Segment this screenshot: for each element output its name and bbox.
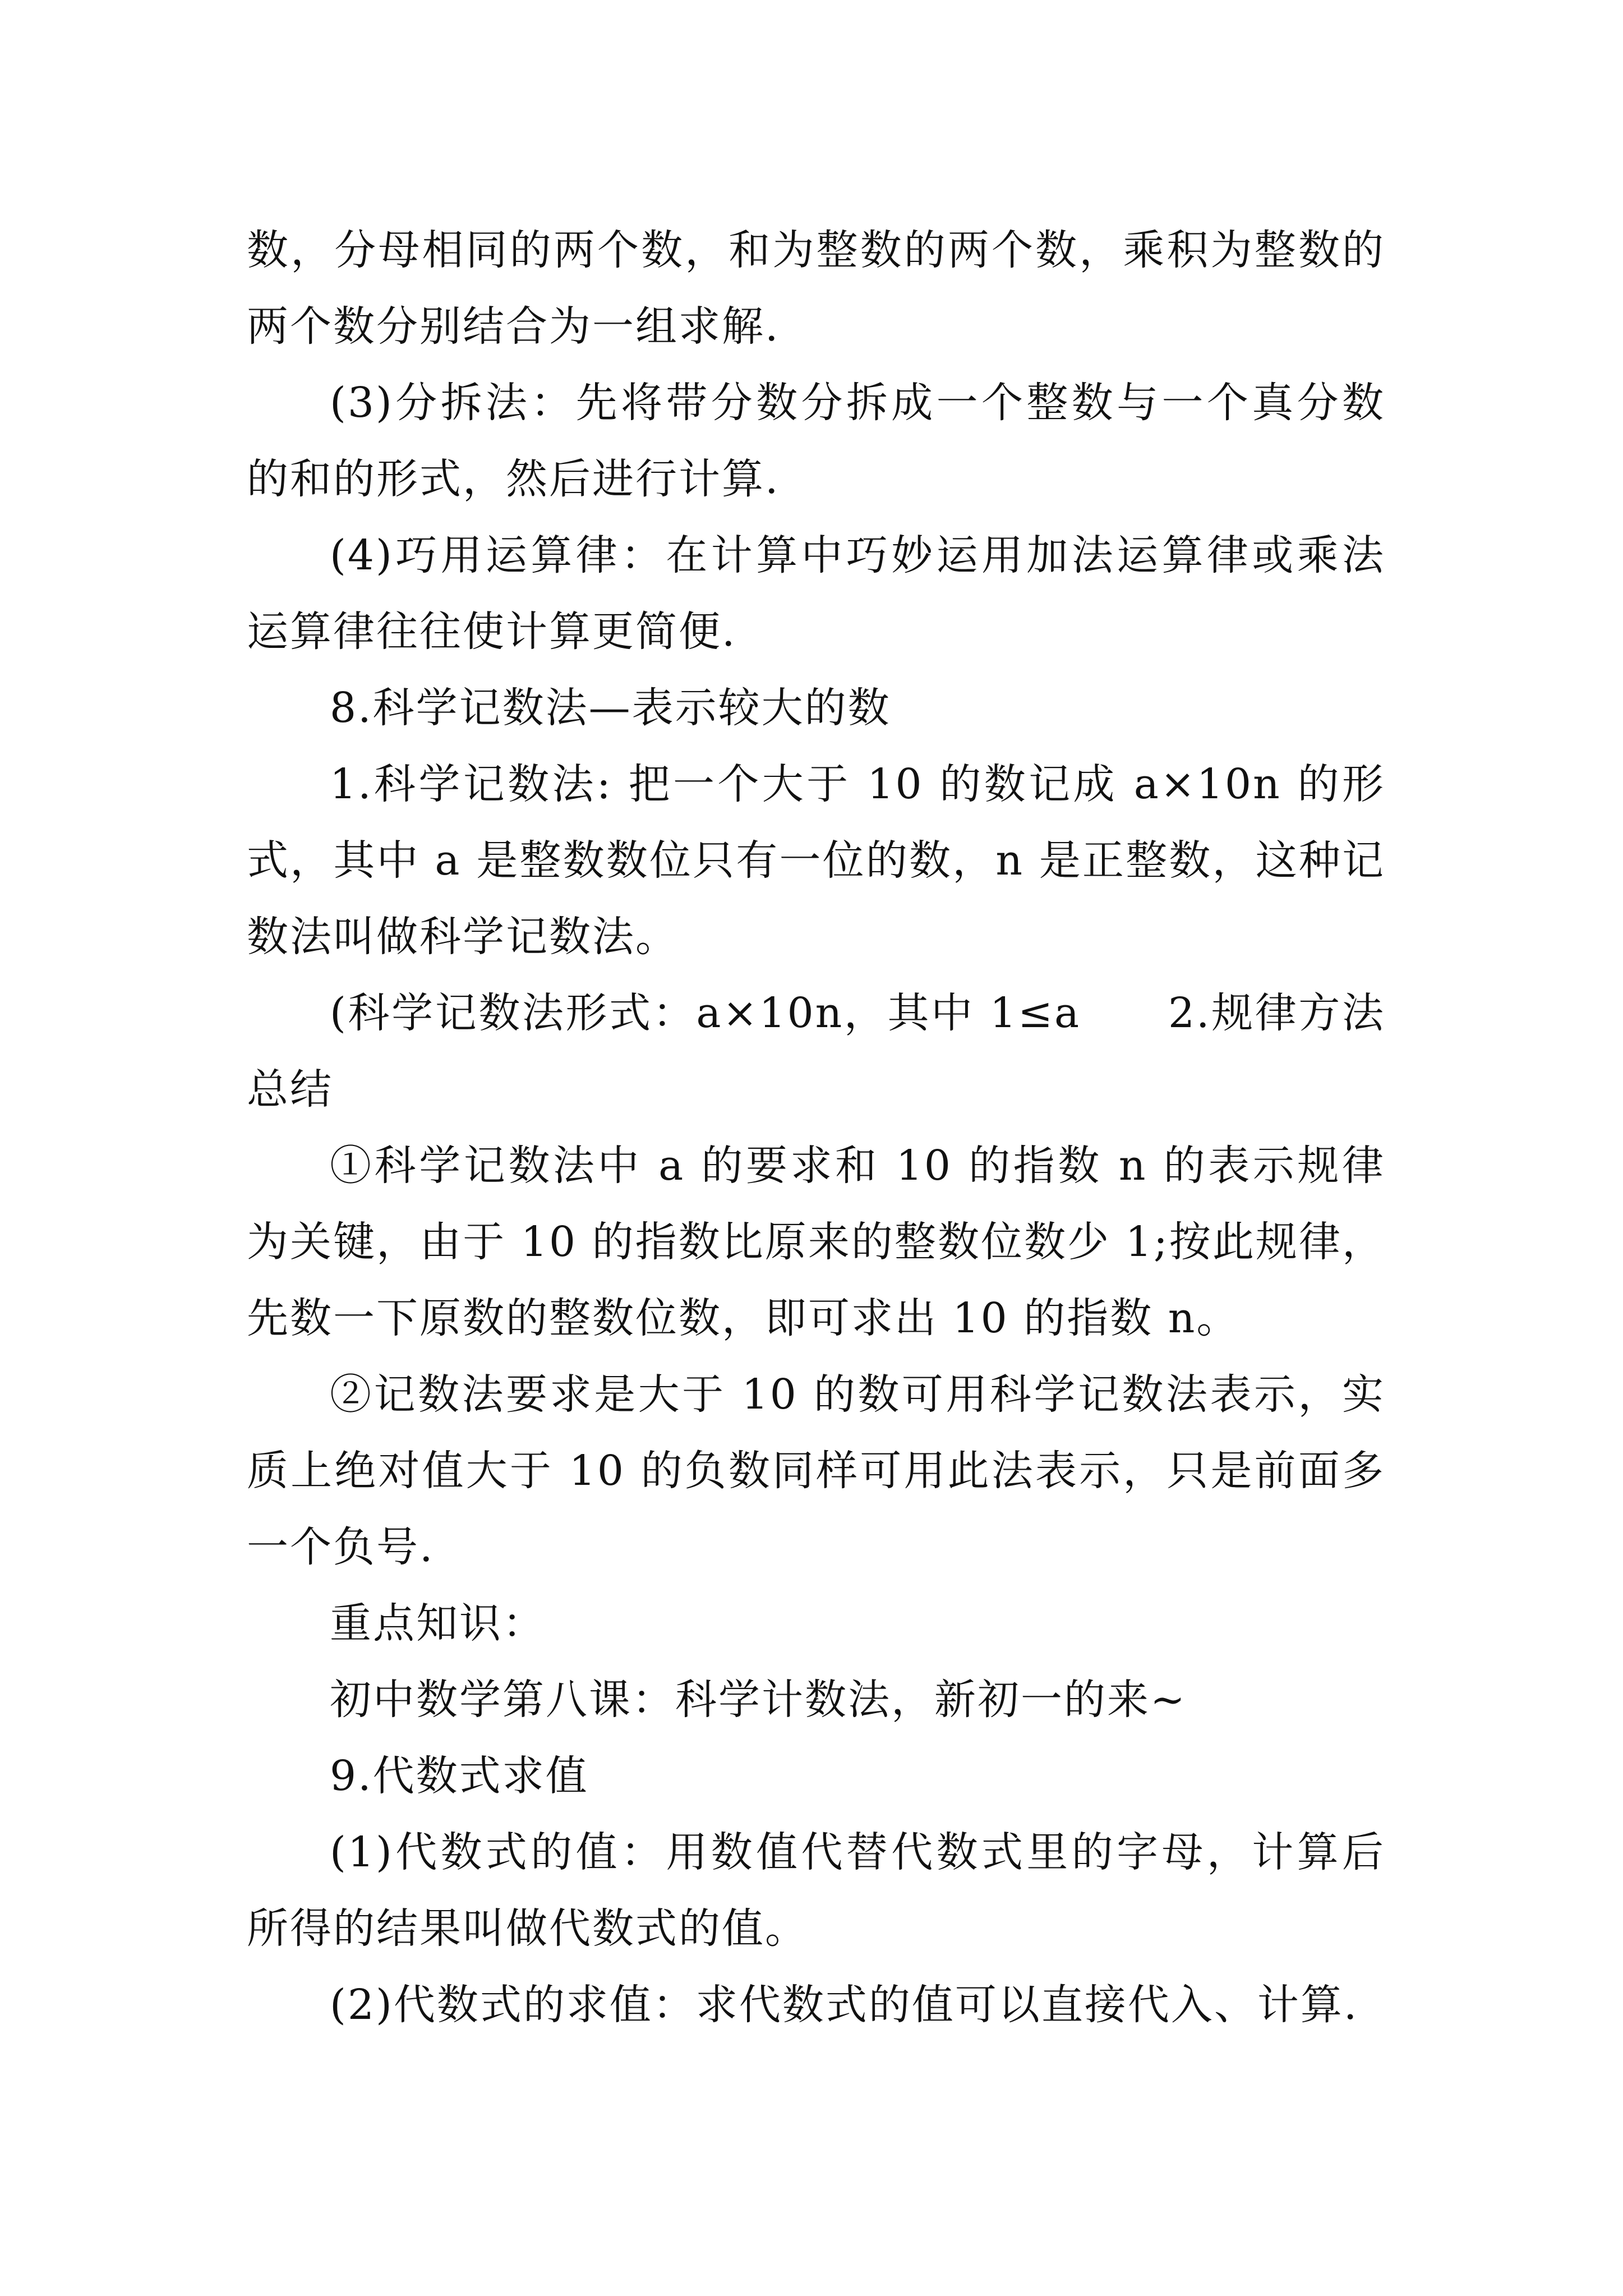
paragraph-key-knowledge: 重点知识： — [330, 1599, 546, 1648]
paragraph-operation-laws: (4)巧用运算律：在计算中巧妙运用加法运算律或乘法运算律往往使计算更简便. — [247, 531, 1385, 656]
document-body — [247, 212, 1385, 2043]
paragraph-scientific-notation-definition: 1.科学记数法: 把一个大于 10 的数记成 a×10n 的形式，其中 a 是整数数位只有一位的数，n 是正整数，这种记数法叫做科学记数法。 — [247, 760, 1385, 961]
paragraph-rule-two: ②记数法要求是大于 10 的数可用科学记数法表示，实质上绝对值大于 10 的负数同样可用此法表示，只是前面多一个负号. — [247, 1370, 1385, 1571]
paragraph-scientific-notation-form: (科学记数法形式：a×10n，其中 1≤a 2.规律方法总结 — [247, 989, 1385, 1114]
section-heading-scientific-notation: 8.科学记数法—表示较大的数 — [330, 684, 891, 732]
paragraph-continuation: 数，分母相同的两个数，和为整数的两个数，乘积为整数的两个数分别结合为一组求解. — [247, 226, 1385, 351]
paragraph-lesson-eight: 初中数学第八课：科学计数法，新初一的来~ — [330, 1676, 1187, 1724]
section-heading-algebraic-evaluation: 9.代数式求值 — [330, 1752, 589, 1800]
paragraph-rule-one: ①科学记数法中 a 的要求和 10 的指数 n 的表示规律为关键，由于 10 的指数比原来的整数位数少 1;按此规律，先数一下原数的整数位数，即可求出 10 的指数 n。 — [247, 1142, 1385, 1342]
paragraph-expression-evaluation: (2)代数式的求值：求代数式的值可以直接代入、计算. — [330, 1981, 1359, 2029]
paragraph-expression-value: (1)代数式的值：用数值代替代数式里的字母，计算后所得的结果叫做代数式的值。 — [247, 1828, 1385, 1953]
paragraph-split-method: (3)分拆法：先将带分数分拆成一个整数与一个真分数的和的形式，然后进行计算. — [247, 379, 1385, 503]
